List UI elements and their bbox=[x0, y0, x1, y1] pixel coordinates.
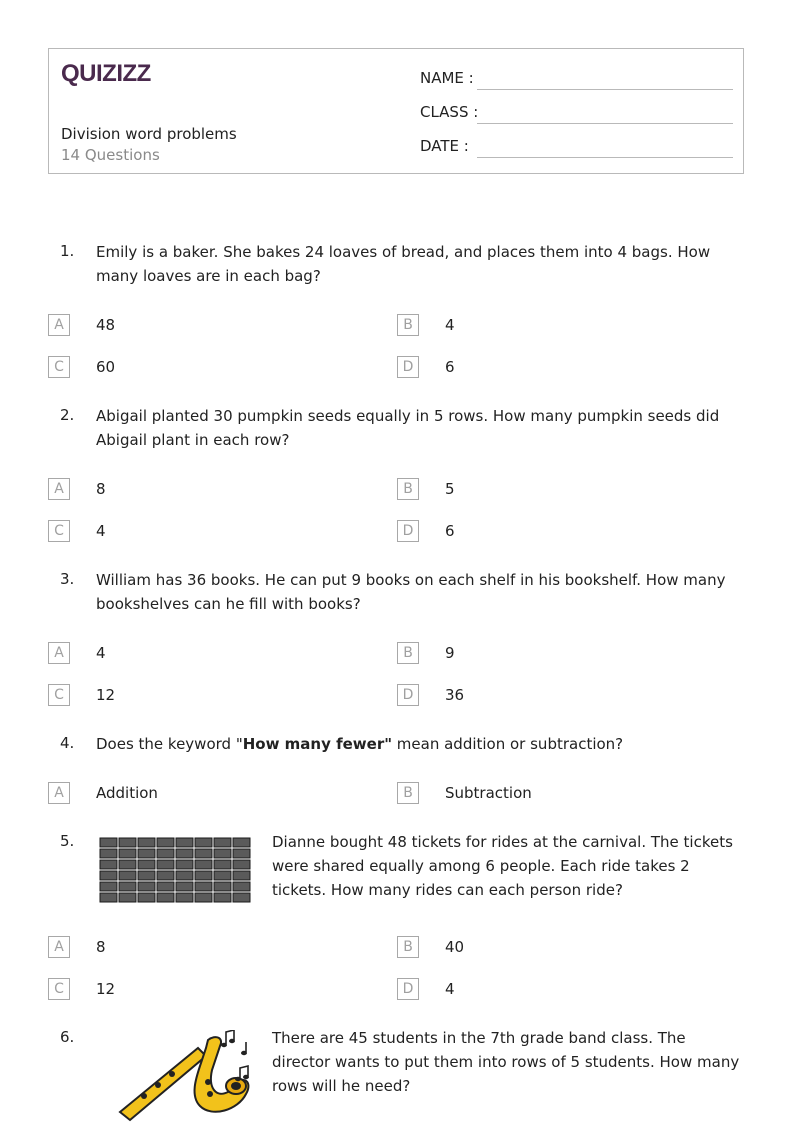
class-label: CLASS : bbox=[420, 103, 479, 121]
option-d-text: 36 bbox=[445, 686, 465, 704]
question-number: 6. bbox=[60, 1028, 75, 1046]
question-number: 1. bbox=[60, 242, 75, 260]
option-b-box[interactable]: B bbox=[397, 642, 419, 664]
ticket-icon bbox=[233, 882, 250, 891]
option-a-box[interactable]: A bbox=[48, 782, 70, 804]
ticket-icon bbox=[195, 849, 212, 858]
option-d-text: 6 bbox=[445, 358, 455, 376]
option-a-text: 8 bbox=[96, 480, 106, 498]
ticket-icon bbox=[233, 849, 250, 858]
option-a-box[interactable]: A bbox=[48, 478, 70, 500]
option-a-text: 8 bbox=[96, 938, 106, 956]
ticket-icon bbox=[100, 871, 117, 880]
option-c-text: 12 bbox=[96, 686, 116, 704]
question-text bbox=[96, 732, 742, 756]
ticket-icon bbox=[100, 849, 117, 858]
ticket-icon bbox=[100, 893, 117, 902]
question-count: 14 Questions bbox=[61, 146, 160, 164]
question-text: There are 45 students in the 7th grade band class. The director wants to put them into rows of 5 students. How many rows will he need? bbox=[272, 1029, 740, 1095]
ticket-icon bbox=[138, 849, 155, 858]
ticket-icon bbox=[176, 882, 193, 891]
option-c-text: 60 bbox=[96, 358, 116, 376]
option-d-box[interactable]: D bbox=[397, 684, 419, 706]
ticket-icon bbox=[176, 871, 193, 880]
ticket-icon bbox=[138, 882, 155, 891]
ticket-icon bbox=[214, 849, 231, 858]
question-text-before: Does the keyword " bbox=[96, 735, 243, 753]
option-d-box[interactable]: D bbox=[397, 978, 419, 1000]
option-b-box[interactable]: B bbox=[397, 314, 419, 336]
ticket-icon bbox=[100, 838, 117, 847]
name-field[interactable] bbox=[477, 89, 733, 90]
ticket-icon bbox=[138, 860, 155, 869]
ticket-icon bbox=[119, 860, 136, 869]
option-b-box[interactable]: B bbox=[397, 936, 419, 958]
option-a-text: 4 bbox=[96, 644, 106, 662]
ticket-icon bbox=[176, 893, 193, 902]
ticket-icon bbox=[157, 882, 174, 891]
ticket-icon bbox=[119, 893, 136, 902]
ticket-icon bbox=[233, 893, 250, 902]
option-a-box[interactable]: A bbox=[48, 936, 70, 958]
option-d-text: 6 bbox=[445, 522, 455, 540]
ticket-icon bbox=[176, 860, 193, 869]
ticket-icon bbox=[214, 860, 231, 869]
option-a-box[interactable]: A bbox=[48, 314, 70, 336]
ticket-icon bbox=[119, 849, 136, 858]
date-label: DATE : bbox=[420, 137, 469, 155]
option-b-box[interactable]: B bbox=[397, 782, 419, 804]
ticket-icon bbox=[195, 838, 212, 847]
date-field[interactable] bbox=[477, 157, 733, 158]
ticket-icon bbox=[176, 849, 193, 858]
tickets-image bbox=[98, 836, 252, 904]
svg-text:QUIZIZZ: QUIZIZZ bbox=[61, 60, 151, 87]
ticket-icon bbox=[100, 882, 117, 891]
quizizz-logo bbox=[61, 59, 153, 87]
ticket-icon bbox=[157, 871, 174, 880]
ticket-icon bbox=[157, 893, 174, 902]
option-c-box[interactable]: C bbox=[48, 978, 70, 1000]
ticket-icon bbox=[119, 871, 136, 880]
question-text: William has 36 books. He can put 9 books on each shelf in his bookshelf. How many bookshelves can he fill with books? bbox=[96, 571, 726, 613]
option-c-box[interactable]: C bbox=[48, 356, 70, 378]
option-b-text: 40 bbox=[445, 938, 465, 956]
ticket-icon bbox=[195, 860, 212, 869]
option-b-text: Subtraction bbox=[445, 784, 532, 802]
ticket-icon bbox=[157, 838, 174, 847]
ticket-icon bbox=[195, 871, 212, 880]
ticket-icon bbox=[214, 838, 231, 847]
option-b-text: 9 bbox=[445, 644, 455, 662]
question-keyword: How many fewer" bbox=[242, 735, 393, 753]
option-d-box[interactable]: D bbox=[397, 520, 419, 542]
ticket-icon bbox=[119, 838, 136, 847]
option-c-box[interactable]: C bbox=[48, 520, 70, 542]
worksheet-header bbox=[48, 48, 744, 174]
option-b-box[interactable]: B bbox=[397, 478, 419, 500]
ticket-icon bbox=[138, 893, 155, 902]
ticket-icon bbox=[214, 882, 231, 891]
option-d-box[interactable]: D bbox=[397, 356, 419, 378]
question-number: 3. bbox=[60, 570, 75, 588]
question-number: 5. bbox=[60, 832, 75, 850]
ticket-icon bbox=[176, 838, 193, 847]
option-b-text: 4 bbox=[445, 316, 455, 334]
option-c-box[interactable]: C bbox=[48, 684, 70, 706]
question-number: 4. bbox=[60, 734, 75, 752]
ticket-icon bbox=[157, 860, 174, 869]
option-a-text: 48 bbox=[96, 316, 116, 334]
option-d-text: 4 bbox=[445, 980, 455, 998]
question-number: 2. bbox=[60, 406, 75, 424]
ticket-icon bbox=[157, 849, 174, 858]
ticket-icon bbox=[195, 882, 212, 891]
option-a-text: Addition bbox=[96, 784, 158, 802]
saxophone-image bbox=[112, 1030, 254, 1123]
ticket-icon bbox=[100, 860, 117, 869]
ticket-icon bbox=[138, 871, 155, 880]
ticket-icon bbox=[195, 893, 212, 902]
question-text: Abigail planted 30 pumpkin seeds equally in 5 rows. How many pumpkin seeds did Abigail plant in each row? bbox=[96, 407, 720, 449]
question-text: Dianne bought 48 tickets for rides at the carnival. The tickets were shared equally among 6 people. Each ride takes 2 tickets. How many rides can each person ride? bbox=[272, 833, 733, 899]
class-field[interactable] bbox=[477, 123, 733, 124]
ticket-icon bbox=[233, 860, 250, 869]
ticket-icon bbox=[138, 838, 155, 847]
ticket-icon bbox=[214, 893, 231, 902]
option-a-box[interactable]: A bbox=[48, 642, 70, 664]
ticket-icon bbox=[233, 871, 250, 880]
worksheet-title: Division word problems bbox=[61, 125, 237, 143]
option-c-text: 12 bbox=[96, 980, 116, 998]
question-text: Emily is a baker. She bakes 24 loaves of bread, and places them into 4 bags. How many loaves are in each bag? bbox=[96, 243, 711, 285]
ticket-icon bbox=[233, 838, 250, 847]
ticket-icon bbox=[119, 882, 136, 891]
question-text-after: mean addition or subtraction? bbox=[392, 735, 624, 753]
option-c-text: 4 bbox=[96, 522, 106, 540]
name-label: NAME : bbox=[420, 69, 474, 87]
option-b-text: 5 bbox=[445, 480, 455, 498]
ticket-icon bbox=[214, 871, 231, 880]
